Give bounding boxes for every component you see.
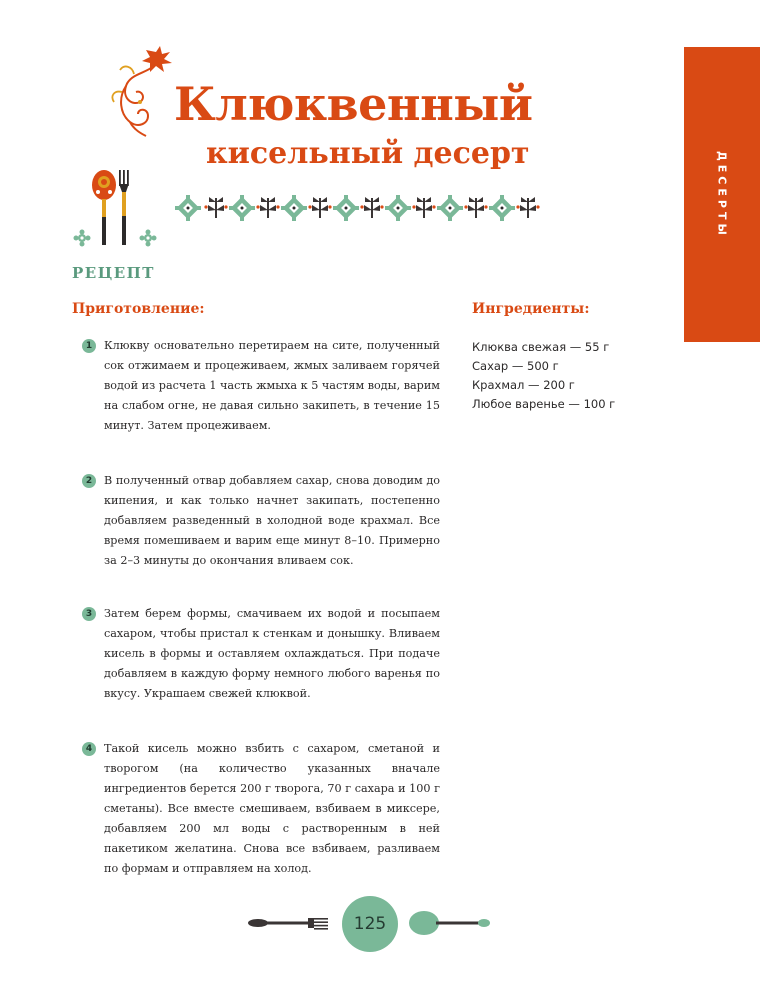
page-number: 125 <box>342 896 398 952</box>
preparation-heading: Приготовление: <box>72 301 205 317</box>
ingredients-list <box>472 338 672 414</box>
ingredient-item: Любое варенье — 100 г <box>472 397 616 411</box>
step-text: Клюкву основательно перетираем на сите, полученный сок отжимаем и процеживаем, жмых заливаем горячей водой из расчета 1 часть жмыха к 5 частям воды, варим на слабом огне, не давая сильно закипеть, в течение 15 минут. Затем процеживаем. <box>104 339 440 432</box>
spoon-icon <box>409 911 490 935</box>
folk-ornament-border <box>172 190 552 226</box>
ingredient-item: Крахмал — 200 г <box>472 378 575 392</box>
section-tab-label: ДЕСЕРТЫ <box>715 150 729 239</box>
title-line-2: кисельный десерт <box>206 136 530 171</box>
step-text: В полученный отвар добавляем сахар, снова доводим до кипения, и как только начнет закипать, постепенно добавляем разведенный в холодной воде крахмал. Все время помешиваем и варим еще минут 8–10. Примерно за 2–3 минуты до окончания вливаем сок. <box>104 474 440 567</box>
painted-spoon-icon <box>92 170 116 245</box>
step-text: Затем берем формы, смачиваем их водой и посыпаем сахаром, чтобы пристал к стенкам и донышку. Вливаем кисель в формы и оставляем охлаждаться. При подаче добавляем в каждую форму немного любого варенья по вкусу. Украшаем свежей клюквой. <box>104 607 440 700</box>
section-label: РЕЦЕПТ <box>72 264 155 282</box>
section-tab <box>684 47 760 342</box>
ingredients-heading: Ингредиенты: <box>472 301 590 317</box>
step-number-badge: 2 <box>82 474 96 488</box>
flower-icon <box>74 230 91 247</box>
step-number-badge: 3 <box>82 607 96 621</box>
step-text: Такой кисель можно взбить с сахаром, сметаной и творогом (на количество указанных вначале ингредиентов берется 200 г творога, 70 г сахара и 100 г сметаны). Все вместе смешиваем, взбиваем в миксере, добавляем 200 мл воды с растворенным в ней пакетиком желатина. Снова все взбиваем, разливаем по формам и отправляем на холод. <box>104 742 440 875</box>
fork-icon <box>119 170 129 245</box>
step-number-badge: 4 <box>82 742 96 756</box>
ingredient-item: Клюква свежая — 55 г <box>472 340 610 354</box>
leaf-flourish-icon <box>104 44 174 139</box>
spoon-fork-illustration <box>72 168 162 250</box>
title-line-1: Клюквенный <box>174 77 533 131</box>
fork-icon <box>248 918 328 930</box>
flower-icon <box>140 230 157 247</box>
ingredient-item: Сахар — 500 г <box>472 359 559 373</box>
step-number-badge: 1 <box>82 339 96 353</box>
